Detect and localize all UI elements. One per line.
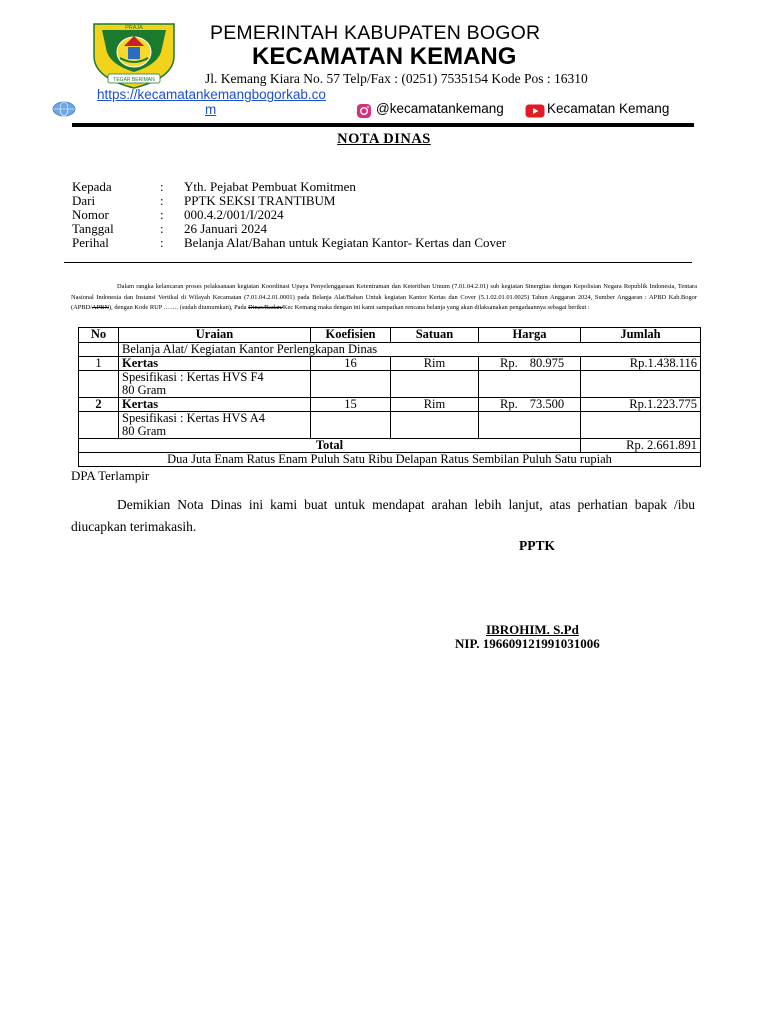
table-row (79, 357, 701, 371)
terbilang-text: Dua Juta Enam Ratus Enam Puluh Satu Ribu Delapan Ratus Sembilan Puluh Satu rupiah (79, 453, 701, 467)
youtube-icon (525, 104, 545, 118)
globe-icon (52, 101, 76, 117)
table-row (79, 398, 701, 412)
item-satuan: Rim (391, 398, 479, 412)
col-uraian: Uraian (119, 328, 311, 343)
item-koefisien: 15 (311, 398, 391, 412)
budget-table (78, 327, 701, 467)
signature-name: IBROHIM. S.Pd (486, 622, 579, 637)
website-link[interactable]: https://kecamatankemangbogorkab.co (97, 87, 326, 102)
closing-paragraph: Demikian Nota Dinas ini kami buat untuk mendapat arahan lebih lanjut, atas perhatian bapak /ibu diucapkan terimakasih. (71, 497, 695, 534)
meta-divider (64, 262, 692, 263)
youtube-channel[interactable]: Kecamatan Kemang (547, 101, 670, 116)
item-koefisien: 16 (311, 357, 391, 371)
instagram-handle[interactable]: @kecamatankemang (376, 101, 504, 116)
col-harga: Harga (479, 328, 581, 343)
item-jumlah: Rp.1.438.116 (581, 357, 701, 371)
svg-text:PRAJA: PRAJA (125, 25, 143, 31)
table-total-row (79, 439, 701, 453)
item-spec: Spesifikasi : Kertas HVS F4 80 Gram (119, 371, 311, 398)
dpa-note: DPA Terlampir (71, 468, 150, 483)
total-value: Rp. 2.661.891 (581, 439, 701, 453)
col-jumlah: Jumlah (581, 328, 701, 343)
header-address: Jl. Kemang Kiara No. 57 Telp/Fax : (0251) 7535154 Kode Pos : 16310 (205, 71, 588, 86)
total-label: Total (79, 439, 581, 453)
header-government: PEMERINTAH KABUPATEN BOGOR (210, 22, 541, 44)
item-no: 2 (79, 398, 119, 412)
col-satuan: Satuan (391, 328, 479, 343)
section-label: Belanja Alat/ Kegiatan Kantor Perlengkapan Dinas (119, 343, 701, 357)
table-header-row (79, 328, 701, 343)
intro-paragraph: Dalam rangka kelancaran proses pelaksanaan kegiatan Koordinasi Upaya Penyelenggaraan Ketentraman dan Ketertiban Umum (7.01.04.2.01) sub kegiatan Sinergitas dengan Kepolisian Negara Republik Indonesia, Tentara Nasional Indonesia dan Instansi Vertikal di Wilayah Kecamatan (7.01.04.2.01.0001) pada Belanja Alat/Bahan Untuk kegiatan Kantor Kertas dan Cover (5.1.02.01.01.0025) Tahun Anggaran 2024, Sumber Anggaran : APBD Kab.Bogor (APBD/APBN), dengan Kode RUP ……. (sudah diumumkan), Pada Dinas/Badan/Kec Kemang maka dengan ini kami sampaikan rencana belanja yang akan dilaksanakan pengadaannya sebagai berikut : (71, 283, 697, 311)
svg-text:TEGAR BERIMAN: TEGAR BERIMAN (113, 77, 155, 83)
kabupaten-bogor-logo (90, 20, 178, 90)
item-harga: Rp. 73.500 (479, 398, 581, 412)
table-row (79, 412, 701, 439)
table-section-row (79, 343, 701, 357)
table-terbilang-row (79, 453, 701, 467)
table-row (79, 371, 701, 398)
item-jumlah: Rp.1.223.775 (581, 398, 701, 412)
instagram-icon (356, 103, 372, 119)
item-name: Kertas (119, 398, 311, 412)
item-name: Kertas (119, 357, 311, 371)
document-title: NOTA DINAS (337, 131, 431, 147)
item-no: 1 (79, 357, 119, 371)
header-divider (72, 123, 694, 127)
item-satuan: Rim (391, 357, 479, 371)
header-kecamatan: KECAMATAN KEMANG (252, 43, 517, 70)
signature-nip: NIP. 196609121991031006 (455, 636, 600, 651)
item-spec: Spesifikasi : Kertas HVS A4 80 Gram (119, 412, 311, 439)
signature-role: PPTK (519, 538, 555, 553)
website-link-continued[interactable]: m (205, 102, 217, 117)
item-harga: Rp. 80.975 (479, 357, 581, 371)
col-koefisien: Koefisien (311, 328, 391, 343)
col-no: No (79, 328, 119, 343)
